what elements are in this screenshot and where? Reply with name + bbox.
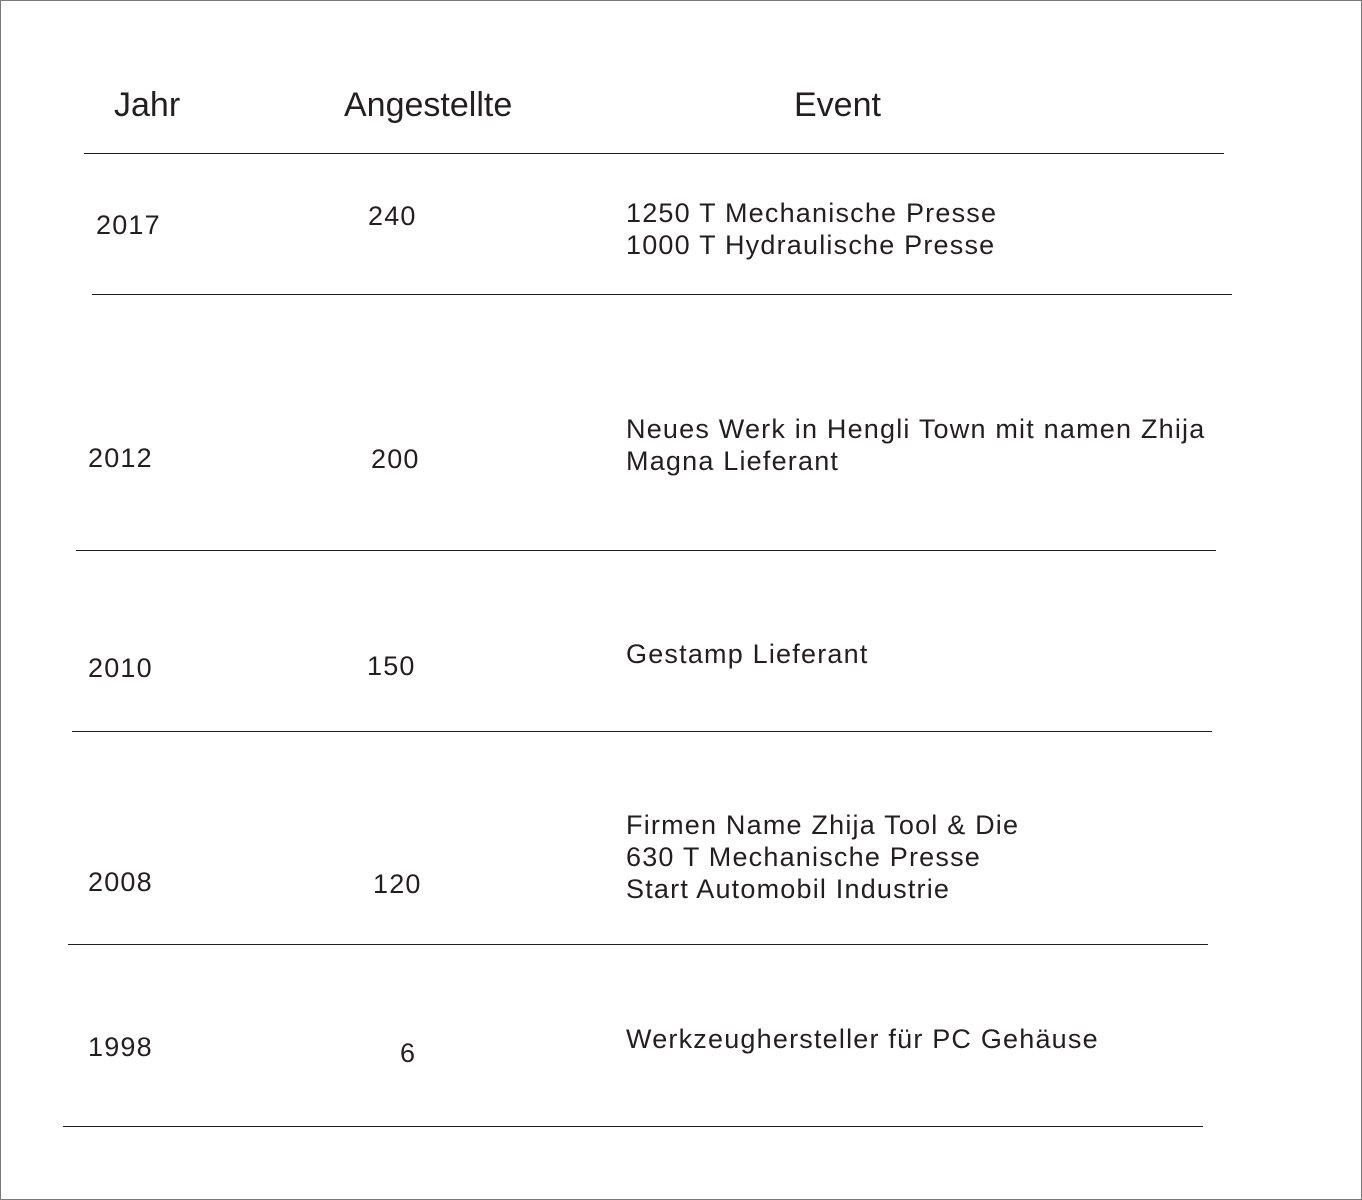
event-line: Firmen Name Zhija Tool & Die [626, 810, 1020, 840]
year-cell: 2008 [88, 867, 153, 897]
event-line: Start Automobil Industrie [626, 874, 951, 904]
event-cell [626, 1023, 1099, 1055]
employees-cell: 6 [400, 1038, 417, 1068]
header-event: Event [794, 86, 881, 124]
employees-cell: 200 [371, 444, 420, 474]
employees-cell: 150 [367, 651, 416, 681]
year-cell: 1998 [88, 1032, 153, 1062]
row-divider [72, 731, 1212, 732]
event-line: 630 T Mechanische Presse [626, 842, 981, 872]
employees-cell: 120 [373, 869, 422, 899]
row-divider [63, 1126, 1203, 1127]
event-line: 1250 T Mechanische Presse [626, 198, 998, 228]
employees-cell: 240 [368, 201, 417, 231]
row-divider [92, 294, 1232, 295]
year-cell: 2012 [88, 443, 153, 473]
event-cell [626, 638, 869, 670]
event-line: Werkzeughersteller für PC Gehäuse [626, 1024, 1099, 1054]
year-cell: 2017 [96, 210, 161, 240]
event-line: 1000 T Hydraulische Presse [626, 230, 996, 260]
row-divider [68, 944, 1208, 945]
event-cell [626, 197, 997, 261]
header-employees: Angestellte [344, 86, 513, 124]
event-cell [626, 413, 1205, 477]
year-cell: 2010 [88, 653, 153, 683]
header-year: Jahr [114, 86, 181, 124]
event-cell [626, 809, 1019, 905]
header-divider [84, 153, 1224, 154]
event-line: Gestamp Lieferant [626, 639, 869, 669]
event-line: Magna Lieferant [626, 446, 840, 476]
event-line: Neues Werk in Hengli Town mit namen Zhija [626, 414, 1206, 444]
row-divider [76, 550, 1216, 551]
